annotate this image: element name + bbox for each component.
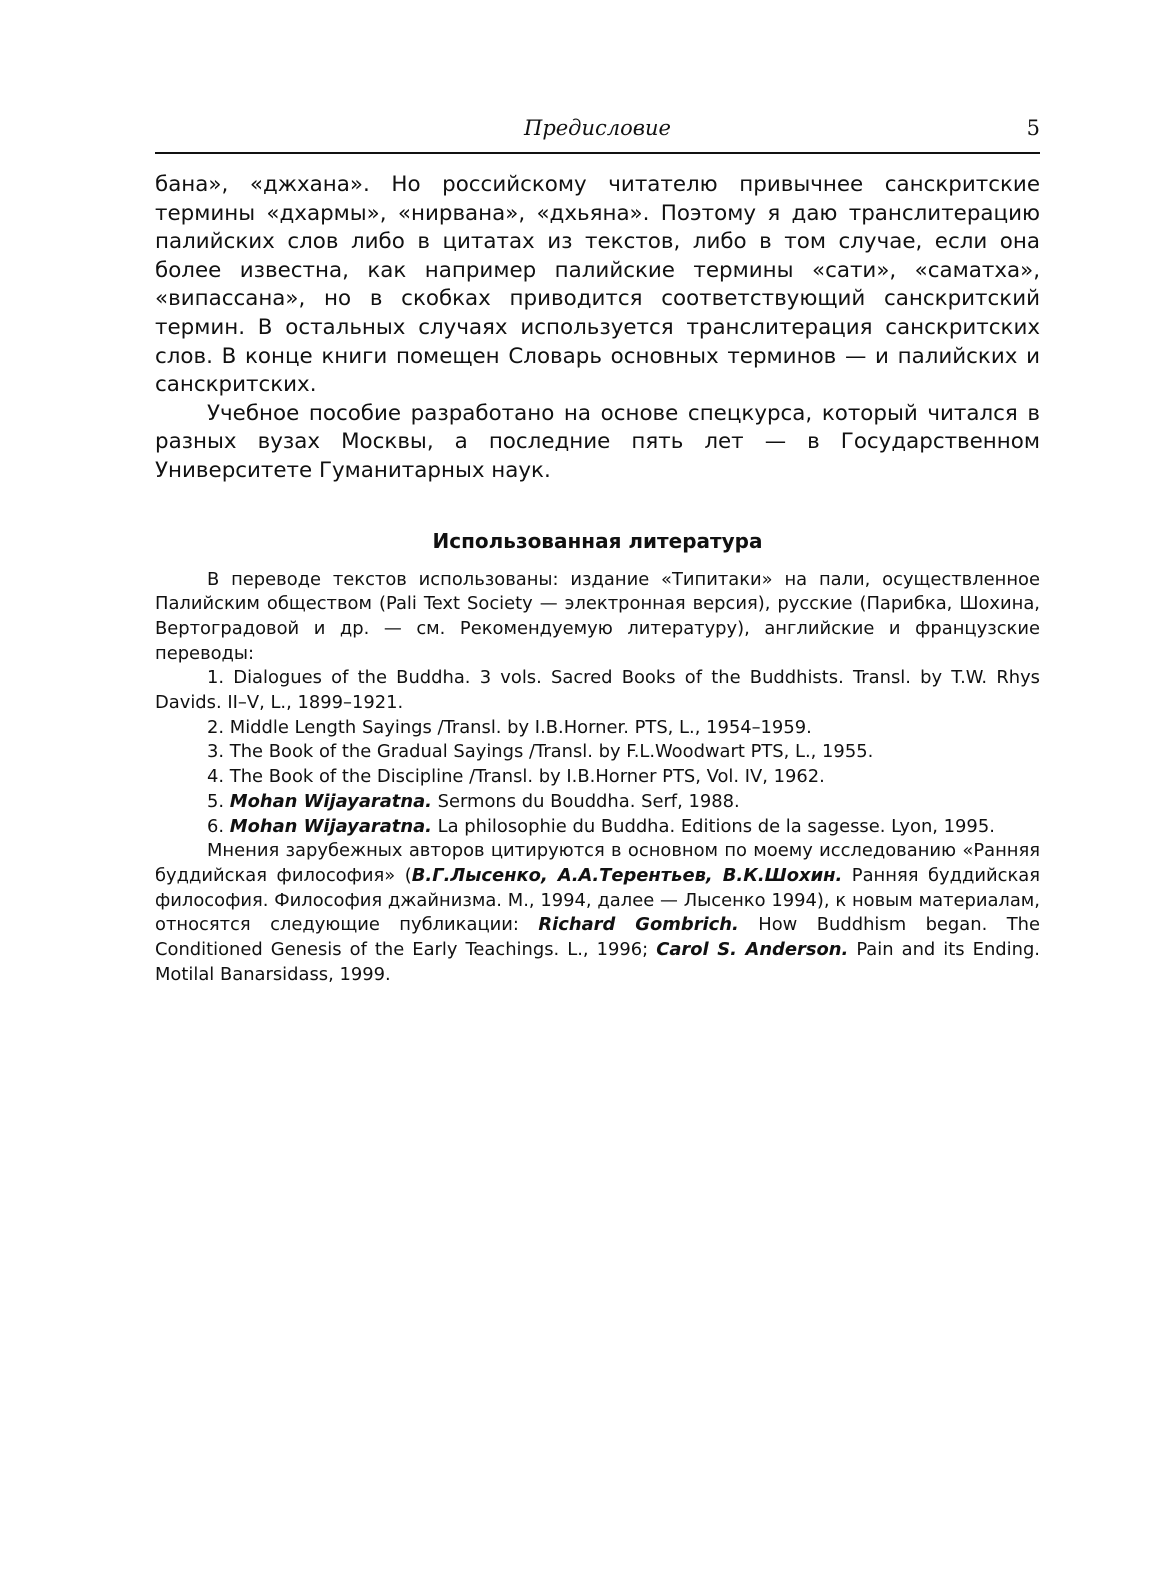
closing-text-4: Pain and its Ending. Motilal Banarsidass, 1999. (155, 939, 1040, 985)
item-text: Sermons du Bouddha. Serf, 1988. (431, 790, 740, 812)
section-title-literature: Использованная литература (432, 528, 763, 553)
literature-intro: В переводе текстов использованы: издание «Типитаки» на пали, осуществленное Палийским обществом (Pali Text Society — электронная версия), русские (Парибка, Шохина, Вертоградовой и др. — см. Рекомендуемую литературу), английские и французские переводы: (155, 568, 1040, 664)
item-text: The Book of the Discipline /Transl. by I.B.Horner PTS, Vol. IV, 1962. (229, 766, 825, 788)
item-author: Mohan Wijayaratna. (229, 790, 432, 812)
item-text: La philosophie du Buddha. Editions de la sagesse. Lyon, 1995. (431, 815, 995, 837)
main-text (155, 171, 1040, 486)
paragraph-transliteration: бана», «джхана». Но российскому читателю привычнее санскритские термины «дхармы», «нирвана», «дхьяна». Поэтому я даю транслитерацию палийских слов либо в цитатах из текстов, либо в том случае, если она более известна, как например палийские термины «сати», «саматха», «випассана», но в скобках приводится соответствующий санскритский термин. В остальных случаях используется транслитерация санскритских слов. В конце книги помещен Словарь основных терминов — и палийских и санскритских. (155, 172, 1040, 398)
item-number: 2. (207, 716, 225, 738)
item-number: 1. (207, 667, 225, 689)
literature-section (155, 568, 1040, 988)
running-header (155, 112, 1040, 154)
closing-text-1: Мнения зарубежных авторов цитируются в основном по моему исследованию «Ранняя буддийская философия» ( (155, 840, 1040, 886)
item-text: The Book of the Gradual Sayings /Transl. by F.L.Woodwart PTS, L., 1955. (229, 741, 874, 763)
item-text: Middle Length Sayings /Transl. by I.B.Horner. PTS, L., 1954–1959. (229, 716, 812, 738)
page-number: 5 (1026, 116, 1040, 140)
closing-author-anderson: Carol S. Anderson. (656, 939, 849, 961)
literature-item (155, 716, 1040, 741)
literature-closing (155, 839, 1040, 987)
closing-authors-ru: В.Г.Лысенко, А.А.Терентьев, В.К.Шохин. (411, 864, 843, 886)
item-number: 5. (207, 790, 225, 812)
item-number: 6. (207, 815, 225, 837)
paragraph-course: Учебное пособие разработано на основе спецкурса, который читался в разных вузах Москвы, а последние пять лет — в Государственном Университете Гуманитарных наук. (155, 400, 1040, 483)
running-title: Предисловие (524, 116, 671, 140)
literature-item (155, 740, 1040, 765)
closing-text-3: How Buddhism began. The Conditioned Genesis of the Early Teachings. L., 1996; (155, 914, 1040, 961)
literature-item (155, 815, 1040, 840)
item-author: Mohan Wijayaratna. (229, 815, 432, 837)
document-page (155, 112, 1040, 987)
closing-author-gombrich: Richard Gombrich. (538, 914, 739, 936)
closing-text-2: Ранняя буддийская философия. Философия джайнизма. М., 1994, далее — Лысенко 1994), к новым материалам, относятся следующие публикации: (155, 864, 1040, 936)
item-text: Dialogues of the Buddha. 3 vols. Sacred Books of the Buddhists. Transl. by T.W. Rhys Davids. II–V, L., 1899–1921. (155, 667, 1040, 714)
literature-item (155, 765, 1040, 790)
literature-item (155, 666, 1040, 715)
item-number: 4. (207, 766, 225, 788)
literature-item (155, 790, 1040, 815)
item-number: 3. (207, 741, 225, 763)
